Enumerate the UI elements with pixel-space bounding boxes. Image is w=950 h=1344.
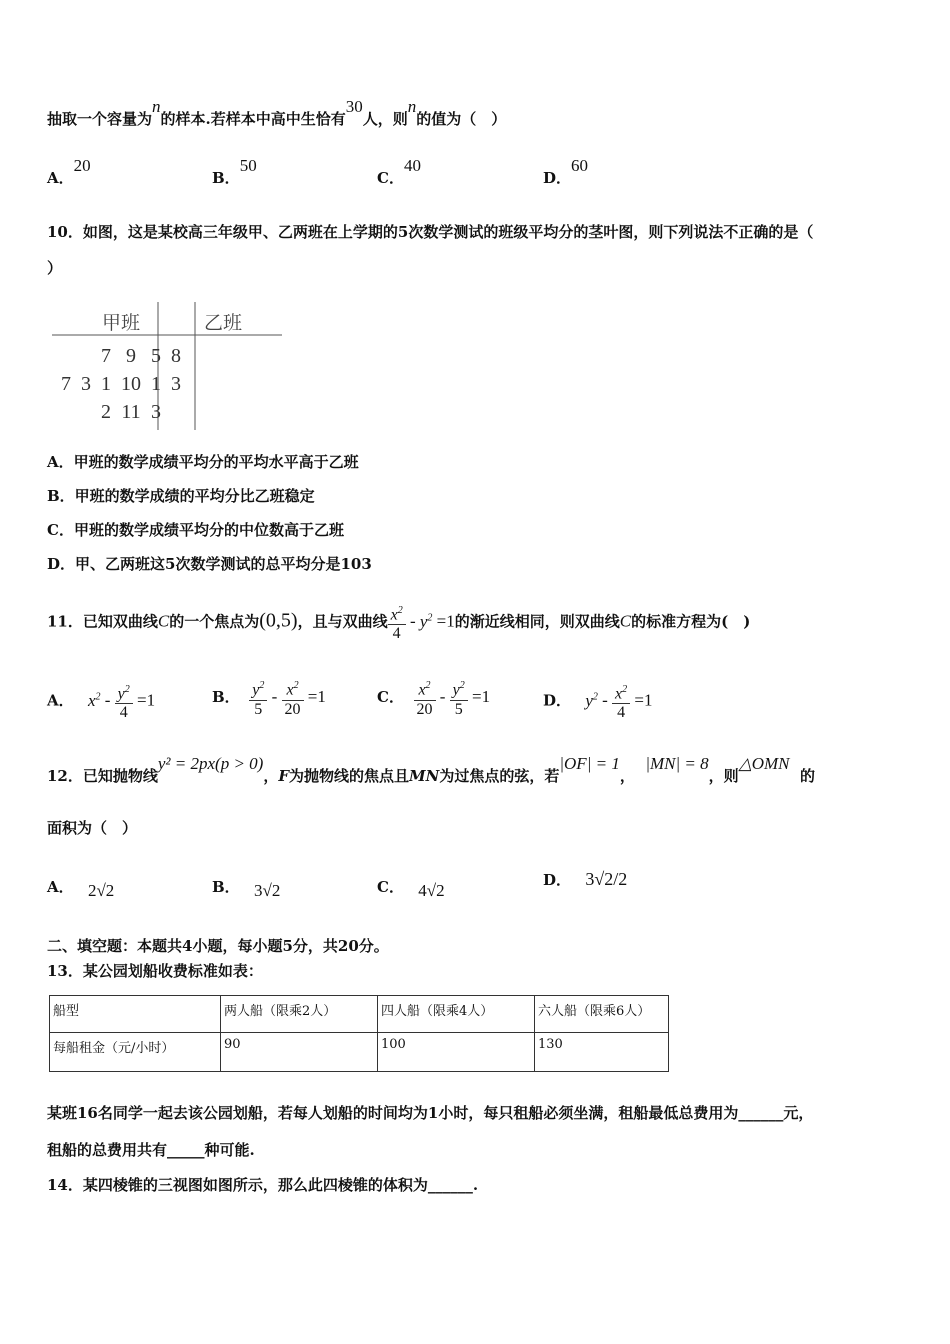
q12-stem: 12．已知抛物线y² = 2px(p > 0)，F为抛物线的焦点且MN为过焦点的弦，若|OF| = 1， |MN| = 8，则△OMN 的	[47, 754, 815, 785]
q13-title: 13．某公园划船收费标准如表：	[47, 962, 263, 980]
q13-text-line1: 某班16名同学一起去该公园划船，若每人划船的时间均为1小时，每只租船必须坐满，租船最低总费用为______元，	[47, 1104, 814, 1122]
q11-option-b: B． $\frac{y^2}{5}$ - $\frac{x^2}{20}$ =1	[212, 670, 326, 724]
q10-option-a: A．甲班的数学成绩平均分的平均水平高于乙班	[47, 453, 359, 471]
stem-leaf-table	[56, 342, 186, 426]
q10-option-b: B．甲班的数学成绩的平均分比乙班稳定	[47, 487, 315, 505]
q9-option-b: B．50	[212, 156, 257, 187]
q12-option-d-value: 3√2/2	[585, 869, 628, 889]
q12-option-a: A． 2√2	[47, 878, 115, 900]
q10-option-c: C．甲班的数学成绩平均分的中位数高于乙班	[47, 521, 344, 539]
q9-option-d: D．60	[543, 156, 589, 187]
q12-stem-line2: 面积为（ ）	[47, 819, 138, 837]
q10-option-d: D．甲、乙两班这5次数学测试的总平均分是103	[47, 555, 372, 573]
q9-option-a: A．20	[47, 156, 91, 187]
q14-stem: 14．某四棱锥的三视图如图所示，那么此四棱锥的体积为______.	[47, 1176, 479, 1194]
q12-option-d: D． 3√2/2	[543, 869, 628, 889]
q12-option-b: B． 3√2	[212, 878, 281, 900]
header-yi-class: 乙班	[204, 312, 243, 334]
fee-table	[49, 995, 669, 1072]
table-row: 每船租金（元/小时） 90 100 130	[50, 1033, 669, 1072]
q9-option-c: C．40	[377, 156, 421, 187]
section-2-title: 二、填空题：本题共4小题，每小题5分，共20分。	[47, 937, 389, 955]
q10-stem-line2: ）	[47, 259, 63, 277]
q11-option-a: A． $x^2$ - $\frac{y^2}{4}$ =1	[47, 670, 155, 724]
table-header-row: 船型 两人船（限乘2人） 四人船（限乘4人） 六人船（限乘6人）	[50, 996, 669, 1033]
stem-row: 7 9 5 8	[101, 344, 181, 367]
q12-option-c: C． 4√2	[377, 878, 445, 900]
header-jia-class: 甲班	[102, 312, 141, 334]
stem-row: 7 3 1 10 1 3	[61, 372, 181, 395]
q9-stem: 抽取一个容量为n的样本.若样本中高中生恰有30人，则n的值为（ ）	[47, 97, 507, 128]
q10-stem-line1: 10．如图，这是某校高三年级甲、乙两班在上学期的5次数学测试的班级平均分的茎叶图，则下列说法不正确的是（	[47, 223, 814, 241]
q13-text-line2: 租船的总费用共有_____种可能.	[47, 1141, 255, 1159]
q11-stem: 11．已知双曲线C的一个焦点为(0,5)，且与双曲线 $\frac{x^2}{4}$ - $y^2 =1$的渐近线相同，则双曲线C的标准方程为( )	[47, 588, 750, 648]
fraction-x2-over-4: $\frac{x^2}{4}$	[388, 602, 406, 643]
q11-option-c: C． $\frac{x^2}{20}$ - $\frac{y^2}{5}$ =1	[377, 670, 490, 724]
q11-option-d: D． $y^2$ - $\frac{x^2}{4}$ =1	[543, 670, 653, 724]
stem-row: 2 11 3	[101, 400, 161, 423]
